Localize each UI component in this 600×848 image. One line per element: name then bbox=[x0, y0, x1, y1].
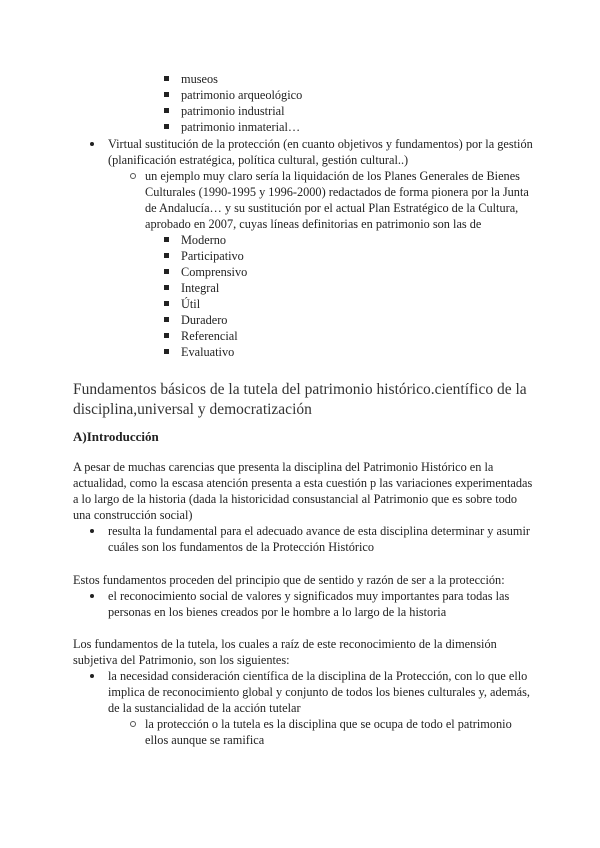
list-item: patrimonio inmaterial… bbox=[181, 120, 301, 134]
disc-bullet-icon bbox=[90, 529, 94, 533]
list-item: Útil bbox=[181, 297, 201, 311]
section-heading: Fundamentos básicos de la tutela del patrimonio histórico.científico de la bbox=[73, 381, 527, 398]
sub-bullet-text: aprobado en 2007, cuyas líneas definitorias en patrimonio son las de bbox=[145, 217, 482, 231]
bullet-text: el reconocimiento social de valores y significados muy importantes para todas las bbox=[108, 589, 510, 603]
sub-bullet-text: ellos aunque se ramifica bbox=[145, 733, 265, 747]
square-bullet-icon bbox=[164, 317, 169, 322]
square-bullet-icon bbox=[164, 92, 169, 97]
square-bullet-icon bbox=[164, 285, 169, 290]
bullet-text: cuáles son los fundamentos de la Protección Histórico bbox=[108, 540, 375, 554]
square-bullet-icon bbox=[164, 349, 169, 354]
list-item: Participativo bbox=[181, 249, 244, 263]
square-bullet-icon bbox=[164, 333, 169, 338]
sub-bullet-text: un ejemplo muy claro sería la liquidación de los Planes Generales de Bienes bbox=[145, 169, 520, 183]
circle-bullet-icon bbox=[130, 173, 136, 179]
bullet-text: resulta la fundamental para el adecuado avance de esta disciplina determinar y asumir bbox=[108, 524, 531, 538]
bullet-text: personas en los bienes creados por le hombre a lo largo de la historia bbox=[108, 605, 447, 619]
square-bullet-icon bbox=[164, 108, 169, 113]
subsection-heading: A)Introducción bbox=[73, 429, 159, 444]
paragraph-line: una construcción social) bbox=[73, 508, 193, 522]
list-item: Evaluativo bbox=[181, 345, 235, 359]
sub-bullet-text: de Andalucía… y su sustitución por el actual Plan Estratégico de la Cultura, bbox=[145, 201, 519, 215]
sub-bullet-text: la protección o la tutela es la disciplina que se ocupa de todo el patrimonio bbox=[145, 717, 512, 731]
bullet-text: Virtual sustitución de la protección (en cuanto objetivos y fundamentos) por la gestión bbox=[108, 137, 533, 151]
paragraph-line: A pesar de muchas carencias que presenta la disciplina del Patrimonio Histórico en la bbox=[73, 460, 494, 474]
section-heading: disciplina,universal y democratización bbox=[73, 401, 312, 418]
square-bullet-icon bbox=[164, 253, 169, 258]
square-bullet-icon bbox=[164, 124, 169, 129]
disc-bullet-icon bbox=[90, 142, 94, 146]
disc-bullet-icon bbox=[90, 674, 94, 678]
list-item: Comprensivo bbox=[181, 265, 248, 279]
paragraph-line: subjetiva del Patrimonio, son los siguientes: bbox=[73, 653, 290, 667]
bullet-text: (planificación estratégica, política cultural, gestión cultural..) bbox=[108, 153, 409, 167]
paragraph-line: a lo largo de la historia (dada la historicidad consustancial al Patrimonio que es sobre todo bbox=[73, 492, 518, 506]
bullet-text: de la sustancialidad de la acción tutelar bbox=[108, 701, 301, 715]
list-item: patrimonio arqueológico bbox=[181, 88, 303, 102]
circle-bullet-icon bbox=[130, 721, 136, 727]
paragraph-line: actualidad, como la escasa atención presenta a esta cuestión p las variaciones experimentadas bbox=[73, 476, 533, 490]
list-item: museos bbox=[181, 72, 218, 86]
list-item: Integral bbox=[181, 281, 220, 295]
paragraph-line: Estos fundamentos proceden del principio que de sentido y razón de ser a la protección: bbox=[73, 573, 505, 587]
square-bullet-icon bbox=[164, 269, 169, 274]
paragraph-line: Los fundamentos de la tutela, los cuales a raíz de este reconocimiento de la dimensión bbox=[73, 637, 497, 651]
bullet-text: implica de reconocimiento global y conjunto de todos los bienes culturales y, además, bbox=[108, 685, 530, 699]
list-item: Duradero bbox=[181, 313, 228, 327]
square-bullet-icon bbox=[164, 76, 169, 81]
bullet-text: la necesidad consideración científica de la disciplina de la Protección, con lo que ello bbox=[108, 669, 528, 683]
square-bullet-icon bbox=[164, 301, 169, 306]
list-item: patrimonio industrial bbox=[181, 104, 285, 118]
list-item: Referencial bbox=[181, 329, 238, 343]
sub-bullet-text: Culturales (1990-1995 y 1996-2000) redactados de forma pionera por la Junta bbox=[145, 185, 529, 199]
disc-bullet-icon bbox=[90, 594, 94, 598]
list-item: Moderno bbox=[181, 233, 227, 247]
square-bullet-icon bbox=[164, 237, 169, 242]
